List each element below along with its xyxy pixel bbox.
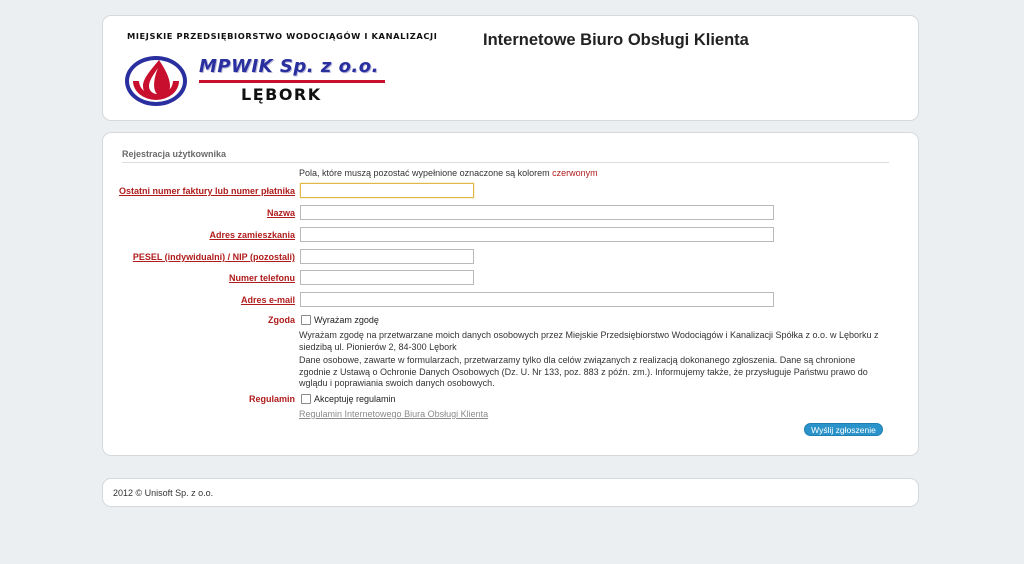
address-input[interactable] bbox=[300, 227, 774, 242]
name-label: Nazwa bbox=[266, 208, 295, 218]
section-title: Rejestracja użytkownika bbox=[122, 149, 889, 163]
phone-input[interactable] bbox=[300, 270, 474, 285]
note-highlight: czerwonym bbox=[552, 168, 598, 178]
required-fields-note bbox=[299, 168, 598, 178]
phone-label: Numer telefonu bbox=[228, 273, 295, 283]
name-input[interactable] bbox=[300, 205, 774, 220]
note-text: Pola, które muszą pozostać wypełnione oznaczone są kolorem bbox=[299, 168, 553, 178]
consent-text: Wyrażam zgodę na przetwarzane moich danych osobowych przez Miejskie Przedsiębiorstwo Wodociągów i Kanalizacji Spółka z o.o. w Lęborku z siedzibą ul. Pionierów 2, 84-300 Lębork bbox=[299, 330, 879, 352]
water-drop-logo-icon bbox=[123, 54, 189, 110]
consent-checkbox[interactable] bbox=[301, 315, 311, 325]
terms-row bbox=[301, 394, 396, 404]
terms-link[interactable]: Regulamin Internetowego Biura Obsługi Klienta bbox=[299, 409, 489, 419]
logo-company-full: MIEJSKIE PRZEDSIĘBIORSTWO WODOCIĄGÓW I KANALIZACJI bbox=[127, 31, 438, 41]
terms-label: Regulamin bbox=[248, 394, 295, 404]
copyright: 2012 © Unisoft Sp. z o.o. bbox=[113, 488, 214, 498]
email-label: Adres e-mail bbox=[240, 295, 295, 305]
consent-row bbox=[301, 315, 379, 325]
registration-panel bbox=[102, 132, 919, 456]
logo-underline bbox=[199, 80, 385, 83]
page-title: Internetowe Biuro Obsługi Klienta bbox=[483, 31, 749, 49]
email-input[interactable] bbox=[300, 292, 774, 307]
consent-label: Zgoda bbox=[268, 315, 295, 325]
logo-city: LĘBORK bbox=[241, 85, 322, 104]
pesel-input[interactable] bbox=[300, 249, 474, 264]
footer-panel bbox=[102, 478, 919, 507]
terms-checkbox[interactable] bbox=[301, 394, 311, 404]
invoice-input[interactable] bbox=[300, 183, 474, 198]
logo-company-short: MPWIK Sp. z o.o. bbox=[199, 56, 379, 77]
address-label: Adres zamieszkania bbox=[209, 230, 295, 240]
pesel-label: PESEL (indywidualni) / NIP (pozostali) bbox=[132, 252, 295, 262]
invoice-label: Ostatni numer faktury lub numer płatnika bbox=[118, 186, 295, 196]
header-panel bbox=[102, 15, 919, 121]
consent-checkbox-label[interactable]: Wyrażam zgodę bbox=[314, 315, 379, 325]
terms-checkbox-label[interactable]: Akceptuję regulamin bbox=[314, 394, 396, 404]
privacy-text: Dane osobowe, zawarte w formularzach, przetwarzamy tylko dla celów związanych z realizacją dokonanego zgłoszenia. Dane są chronione zgodnie z Ustawą o Ochronie Danych Osobowych (Dz. U. Nr 133, poz. 883 z późn. zm.). Informujemy także, że przysługuje Państwu prawo do wglądu i poprawiania swoich danych osobowych. bbox=[299, 355, 868, 388]
submit-button[interactable]: Wyślij zgłoszenie bbox=[804, 423, 883, 436]
